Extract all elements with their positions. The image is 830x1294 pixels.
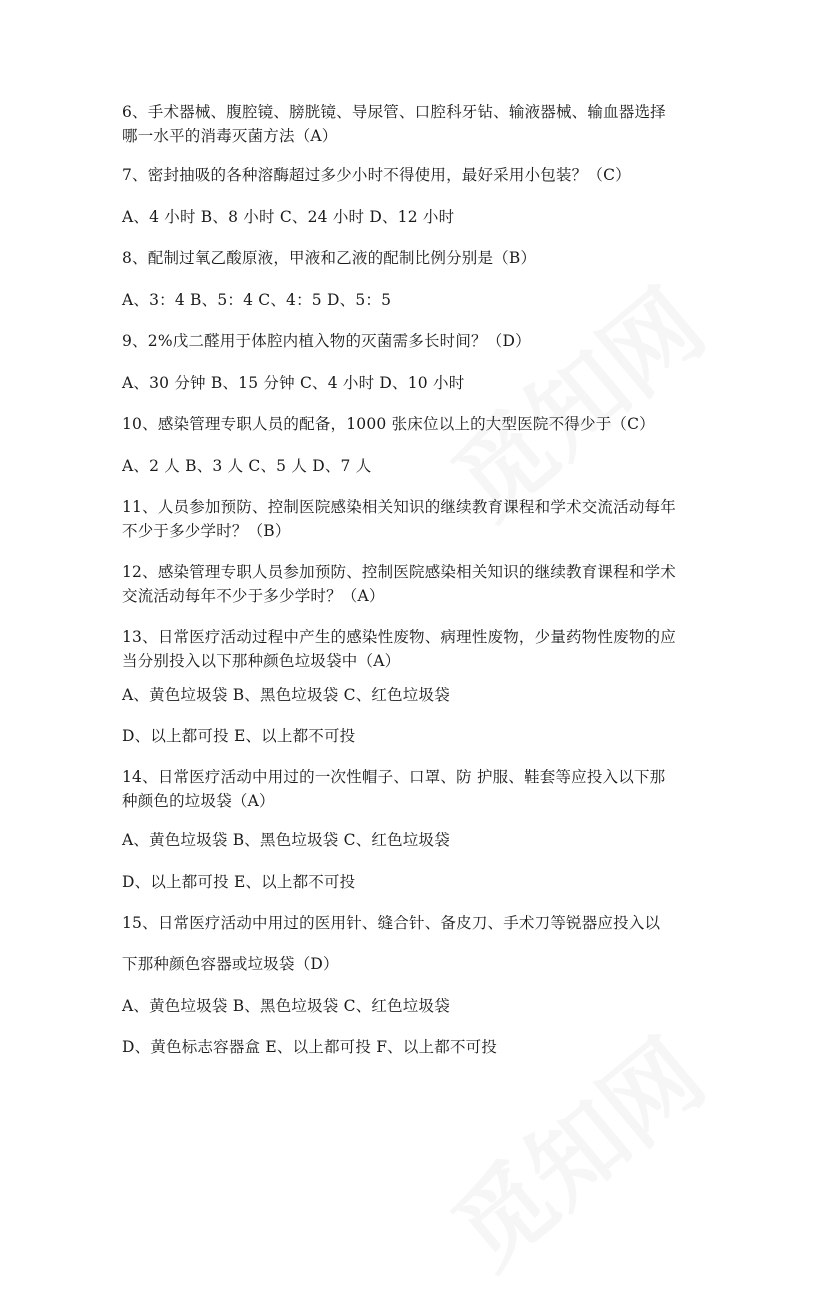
- question-8-options: A、3：4 B、5：4 C、4：5 D、5：5: [122, 291, 392, 309]
- question-15-line-1: 15、日常医疗活动中用过的医用针、缝合针、备皮刀、手术刀等锐器应投入以: [122, 914, 661, 932]
- question-14-options-1: A、黄色垃圾袋 B、黑色垃圾袋 C、红色垃圾袋: [122, 831, 450, 849]
- question-11-line-1: 11、人员参加预防、控制医院感染相关知识的继续教育课程和学术交流活动每年: [122, 498, 676, 516]
- question-15-options-2: D、黄色标志容器盒 E、以上都可投 F、以上都不可投: [122, 1038, 498, 1056]
- question-13-line-2: 当分别投入以下那种颜色垃圾袋中（A）: [122, 652, 401, 670]
- question-14-options-2: D、以上都可投 E、以上都不可投: [122, 873, 356, 891]
- question-9-options: A、30 分钟 B、15 分钟 C、4 小时 D、10 小时: [122, 374, 465, 392]
- question-7-options: A、4 小时 B、8 小时 C、24 小时 D、12 小时: [122, 208, 455, 226]
- question-11-line-2: 不少于多少学时？（B）: [122, 522, 291, 540]
- question-8: 8、配制过氧乙酸原液，甲液和乙液的配制比例分别是（B）: [122, 249, 537, 267]
- question-12-line-1: 12、感染管理专职人员参加预防、控制医院感染相关知识的继续教育课程和学术: [122, 563, 676, 581]
- question-15-options-1: A、黄色垃圾袋 B、黑色垃圾袋 C、红色垃圾袋: [122, 997, 450, 1015]
- question-13-options-2: D、以上都可投 E、以上都不可投: [122, 727, 356, 745]
- question-13-line-1: 13、日常医疗活动过程中产生的感染性废物、病理性废物，少量药物性废物的应: [122, 628, 676, 646]
- question-10: 10、感染管理专职人员的配备，1000 张床位以上的大型医院不得少于（C）: [122, 415, 655, 433]
- question-14-line-1: 14、日常医疗活动中用过的一次性帽子、口罩、防 护服、鞋套等应投入以下那: [122, 768, 666, 786]
- question-10-options: A、2 人 B、3 人 C、5 人 D、7 人: [122, 457, 372, 475]
- question-6-line-2: 哪一水平的消毒灭菌方法（A）: [122, 127, 338, 145]
- question-7: 7、密封抽吸的各种溶酶超过多少小时不得使用，最好采用小包装？（C）: [122, 166, 631, 184]
- question-15-line-2: 下那种颜色容器或垃圾袋（D）: [122, 955, 339, 973]
- question-9: 9、2%戊二醛用于体腔内植入物的灭菌需多长时间？（D）: [122, 332, 531, 350]
- question-13-options-1: A、黄色垃圾袋 B、黑色垃圾袋 C、红色垃圾袋: [122, 686, 450, 704]
- question-6-line-1: 6、手术器械、腹腔镜、膀胱镜、导尿管、口腔科牙钻、输液器械、输血器选择: [122, 103, 666, 121]
- question-14-line-2: 种颜色的垃圾袋（A）: [122, 792, 275, 810]
- question-12-line-2: 交流活动每年不少于多少学时？（A）: [122, 587, 385, 605]
